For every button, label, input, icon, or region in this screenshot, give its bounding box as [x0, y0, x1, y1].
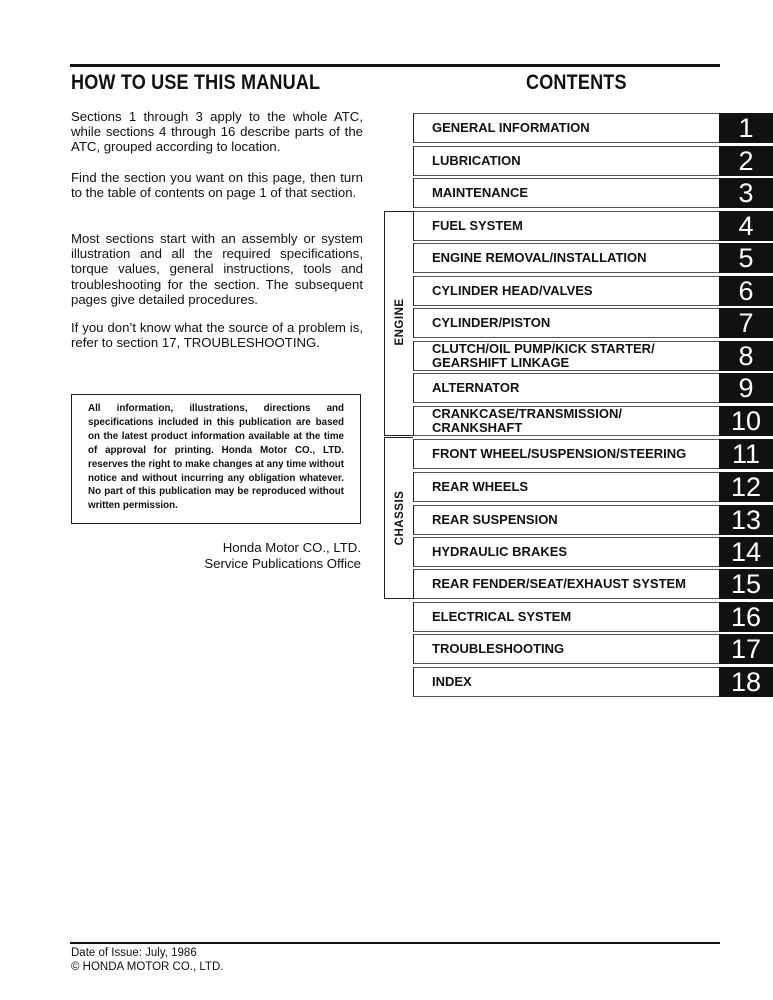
contents-item-label: CYLINDER/PISTON — [432, 315, 551, 330]
section-number-tab: 13 — [719, 505, 773, 535]
contents-item-label-line2: CRANKSHAFT — [432, 420, 523, 435]
section-number-tab: 3 — [719, 178, 773, 208]
contents-item-clutch[interactable] — [413, 341, 773, 371]
issue-date: Date of Issue: July, 1986 — [71, 947, 197, 959]
section-number-tab: 8 — [719, 341, 773, 371]
section-number-tab: 2 — [719, 146, 773, 176]
contents-item-label: REAR FENDER/SEAT/EXHAUST SYSTEM — [432, 576, 687, 591]
contents-heading: CONTENTS — [526, 71, 627, 94]
contents-item-label: ELECTRICAL SYSTEM — [432, 609, 572, 624]
contents-item-engine-removal[interactable] — [413, 243, 773, 273]
contents-item-fuel-system[interactable] — [413, 211, 773, 241]
intro-paragraph-1: Sections 1 through 3 apply to the whole ATC, while sections 4 through 16 describe parts of the ATC, grouped according to location. — [71, 109, 363, 155]
publisher-name: Honda Motor CO., LTD. — [222, 540, 361, 555]
contents-item-lubrication[interactable] — [413, 146, 773, 176]
contents-item-front-wheel[interactable] — [413, 439, 773, 469]
contents-item-label: ENGINE REMOVAL/INSTALLATION — [432, 250, 647, 265]
footer — [71, 946, 223, 974]
contents-item-index[interactable] — [413, 667, 773, 697]
legal-notice-box — [71, 394, 361, 524]
contents-item-label: REAR WHEELS — [432, 479, 529, 494]
contents-item-troubleshooting[interactable] — [413, 634, 773, 664]
contents-item-label: FRONT WHEEL/SUSPENSION/STEERING — [432, 446, 687, 461]
contents-item-label: INDEX — [432, 674, 472, 689]
intro-paragraph-4: If you don’t know what the source of a problem is, refer to section 17, TROUBLESHOOTING. — [71, 320, 363, 351]
engine-group-label: ENGINE — [394, 298, 406, 346]
section-number-tab: 1 — [719, 113, 773, 143]
page-title-how-to-use: HOW TO USE THIS MANUAL — [71, 71, 321, 94]
section-number-tab: 11 — [719, 439, 773, 469]
contents-item-label: FUEL SYSTEM — [432, 218, 523, 233]
contents-item-maintenance[interactable] — [413, 178, 773, 208]
section-number-tab: 9 — [719, 373, 773, 403]
intro-paragraph-2: Find the section you want on this page, then turn to the table of contents on page 1 of that section. — [71, 170, 363, 201]
section-number-tab: 15 — [719, 569, 773, 599]
publisher-block — [150, 540, 361, 572]
contents-item-label: ALTERNATOR — [432, 380, 520, 395]
intro-paragraph-3: Most sections start with an assembly or system illustration and all the required specifications, torque values, general instructions, tools and troubleshooting for the section. The subsequent pages give detailed procedures. — [71, 231, 363, 307]
contents-item-label-line2: GEARSHIFT LINKAGE — [432, 355, 570, 370]
section-number-tab: 10 — [719, 406, 773, 436]
contents-item-electrical-system[interactable] — [413, 602, 773, 632]
contents-item-crankcase[interactable] — [413, 406, 773, 436]
section-number-tab: 17 — [719, 634, 773, 664]
contents-item-label: CRANKCASE/TRANSMISSION/ — [432, 406, 622, 421]
copyright-notice: © HONDA MOTOR CO., LTD. — [71, 961, 224, 973]
section-number-tab: 4 — [719, 211, 773, 241]
contents-item-label: CYLINDER HEAD/VALVES — [432, 283, 593, 298]
contents-item-rear-wheels[interactable] — [413, 472, 773, 502]
contents-item-label: HYDRAULIC BRAKES — [432, 544, 568, 559]
top-rule — [70, 64, 720, 67]
contents-item-cylinder-piston[interactable] — [413, 308, 773, 338]
section-number-tab: 7 — [719, 308, 773, 338]
section-number-tab: 5 — [719, 243, 773, 273]
contents-item-general-information[interactable] — [413, 113, 773, 143]
contents-item-cylinder-head[interactable] — [413, 276, 773, 306]
chassis-group-label: CHASSIS — [394, 490, 406, 546]
contents-item-label: LUBRICATION — [432, 153, 521, 168]
contents-item-label: TROUBLESHOOTING — [432, 641, 565, 656]
contents-item-rear-suspension[interactable] — [413, 505, 773, 535]
legal-notice-text: All information, illustrations, directions and specifications included in this publication are based on the latest product information available at the time of approval for printing. Honda Motor CO., LTD. reserves the right to make changes at any time without notice and without incurring any obligation whatever. No part of this publication may be reproduced without written permission. — [88, 403, 344, 512]
bottom-rule — [70, 942, 720, 944]
contents-item-label: CLUTCH/OIL PUMP/KICK STARTER/ — [432, 341, 655, 356]
contents-item-label: MAINTENANCE — [432, 185, 529, 200]
section-number-tab: 18 — [719, 667, 773, 697]
section-number-tab: 12 — [719, 472, 773, 502]
contents-item-hydraulic-brakes[interactable] — [413, 537, 773, 567]
contents-item-label: REAR SUSPENSION — [432, 512, 558, 527]
section-number-tab: 14 — [719, 537, 773, 567]
contents-item-rear-fender[interactable] — [413, 569, 773, 599]
contents-item-alternator[interactable] — [413, 373, 773, 403]
section-number-tab: 6 — [719, 276, 773, 306]
contents-item-label: GENERAL INFORMATION — [432, 120, 590, 135]
publisher-office: Service Publications Office — [204, 556, 361, 571]
section-number-tab: 16 — [719, 602, 773, 632]
